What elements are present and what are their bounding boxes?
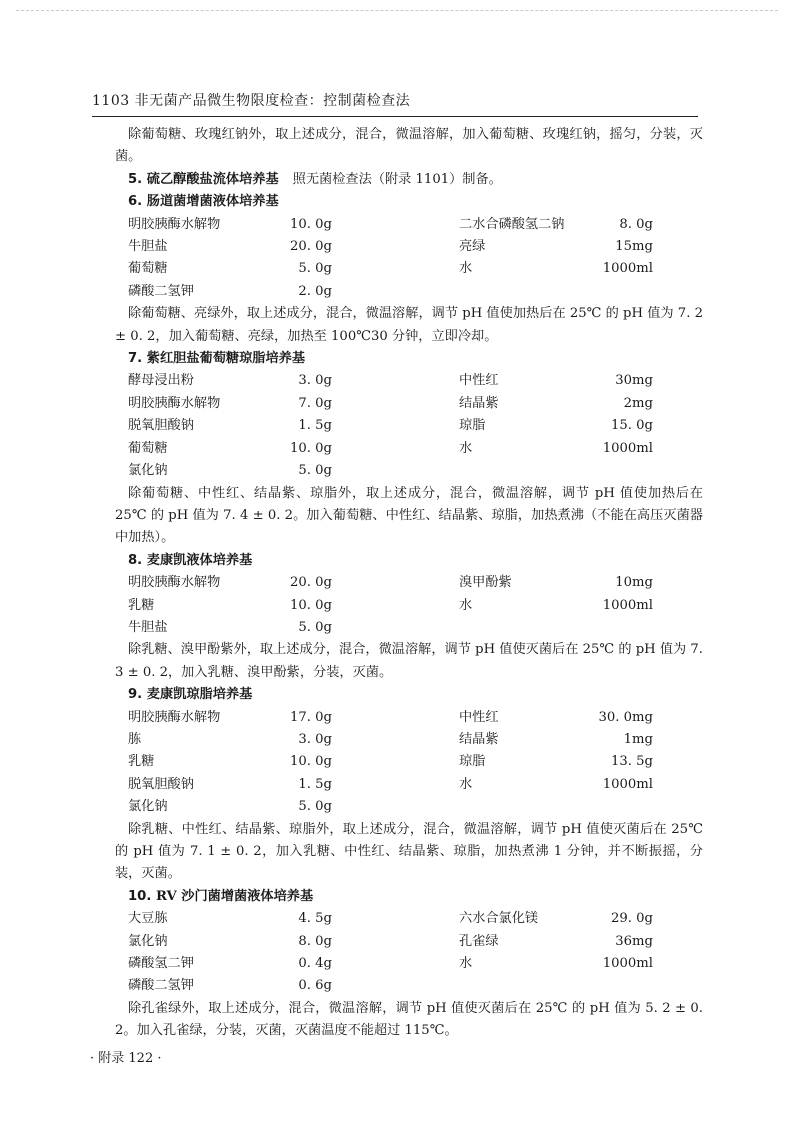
ingredient-amount: 17. 0g [290, 709, 332, 725]
section-heading [115, 886, 703, 908]
running-header: 1103 非无菌产品微生物限度检查：控制菌检查法 [92, 90, 698, 117]
ingredient-name: 六水合氯化镁 [459, 911, 539, 927]
section-note: 照无菌检查法（附录 1101）制备。 [292, 171, 502, 187]
ingredient-name [459, 281, 593, 303]
column-gap [332, 707, 459, 729]
ingredient-name: 葡萄糖 [128, 261, 168, 277]
ingredient-amount: 0. 4g [298, 956, 332, 972]
ingredient-name: 乳糖 [128, 597, 155, 613]
ingredient-name: 脱氧胆酸钠 [128, 776, 194, 792]
column-gap [332, 236, 459, 258]
ingredient-amount: 2mg [623, 395, 653, 411]
ingredient-amount: 1000ml [602, 956, 653, 972]
ingredient-name: 中性红 [459, 373, 499, 389]
section-number: 8. [128, 552, 143, 568]
ingredient-name [459, 460, 593, 482]
ingredient-amount [593, 975, 653, 997]
ingredient-name: 明胶胰酶水解物 [128, 575, 221, 591]
ingredient-name: 水 [459, 440, 473, 456]
ingredient-amount: 5. 0g [298, 619, 332, 635]
ingredient-amount: 13. 5g [611, 754, 653, 770]
ingredient-amount: 10. 0g [290, 216, 332, 232]
ingredient-amount [593, 617, 653, 639]
section-heading [115, 169, 703, 191]
ingredient-name: 磷酸氢二钾 [128, 956, 194, 972]
ingredient-amount: 7. 0g [298, 395, 332, 411]
column-gap [332, 774, 459, 796]
ingredient-table [115, 214, 703, 304]
ingredient-name [459, 975, 593, 997]
ingredient-amount: 1. 5g [298, 776, 332, 792]
ingredient-amount: 15mg [615, 239, 653, 255]
scan-edge-line [16, 10, 778, 11]
ingredient-amount [593, 281, 653, 303]
ingredient-name: 牛胆盐 [128, 239, 168, 255]
ingredient-amount: 30. 0mg [598, 709, 653, 725]
ingredient-table [115, 572, 703, 639]
ingredient-amount: 4. 5g [298, 911, 332, 927]
ingredient-name: 磷酸二氢钾 [128, 283, 194, 299]
ingredient-name: 结晶紫 [459, 395, 499, 411]
ingredient-name: 水 [459, 261, 473, 277]
ingredient-amount: 1000ml [602, 597, 653, 613]
column-gap [332, 953, 459, 975]
section-title: 紫红胆盐葡萄糖琼脂培养基 [146, 351, 306, 367]
ingredient-name: 酵母浸出粉 [128, 373, 194, 389]
column-gap [332, 729, 459, 751]
column-gap [332, 931, 459, 953]
column-gap [332, 595, 459, 617]
ingredient-name: 牛胆盐 [128, 619, 168, 635]
section-number: 7. [128, 351, 143, 367]
ingredient-name: 明胶胰酶水解物 [128, 395, 221, 411]
ingredient-amount: 10mg [615, 575, 653, 591]
ingredient-amount [593, 796, 653, 818]
column-gap [332, 438, 459, 460]
ingredient-name: 琼脂 [459, 418, 486, 434]
ingredient-amount: 20. 0g [290, 575, 332, 591]
ingredient-name: 脱氧胆酸钠 [128, 418, 194, 434]
ingredient-table [115, 370, 703, 482]
ingredient-amount: 2. 0g [298, 283, 332, 299]
ingredient-name: 胨 [128, 731, 142, 747]
column-gap [332, 975, 459, 997]
preparation-method: 除乳糖、中性红、结晶紫、琼脂外，取上述成分，混合，微温溶解，调节 pH 值使灭菌后在 25℃ 的 pH 值为 7. 1 ± 0. 2，加入乳糖、中性红、结晶紫、琼脂，加热煮沸 1 分钟，并不断振摇，分装，灭菌。 [115, 821, 703, 882]
section-title: 麦康凯液体培养基 [146, 552, 253, 568]
ingredient-amount: 8. 0g [619, 216, 653, 232]
preparation-method: 除葡萄糖、亮绿外，取上述成分，混合，微温溶解，调节 pH 值使加热后在 25℃ 的 pH 值为 7. 2 ± 0. 2，加入葡萄糖、亮绿，加热至 100℃30 分钟，立即冷却。 [115, 306, 703, 344]
ingredient-amount: 3. 0g [298, 731, 332, 747]
ingredient-name: 明胶胰酶水解物 [128, 216, 221, 232]
ingredient-amount: 15. 0g [611, 418, 653, 434]
column-gap [332, 415, 459, 437]
intro-paragraph: 除葡萄糖、玫瑰红钠外，取上述成分，混合，微温溶解，加入葡萄糖、玫瑰红钠，摇匀，分装，灭菌。 [115, 127, 703, 165]
ingredient-amount: 29. 0g [611, 911, 653, 927]
ingredient-amount: 1. 5g [298, 418, 332, 434]
column-gap [332, 281, 459, 303]
ingredient-name: 中性红 [459, 709, 499, 725]
ingredient-amount: 1000ml [602, 440, 653, 456]
section-number: 5. [128, 171, 143, 187]
section-title: RV 沙门菌增菌液体培养基 [155, 888, 314, 904]
preparation-method: 除葡萄糖、中性红、结晶紫、琼脂外，取上述成分，混合，微温溶解，调节 pH 值使加热后在 25℃ 的 pH 值为 7. 4 ± 0. 2。加入葡萄糖、中性红、结晶紫、琼脂，加热煮沸（不能在高压灭菌器中加热）。 [115, 485, 703, 546]
ingredient-name: 结晶紫 [459, 731, 499, 747]
ingredient-amount: 5. 0g [298, 799, 332, 815]
ingredient-amount: 3. 0g [298, 373, 332, 389]
ingredient-amount: 5. 0g [298, 463, 332, 479]
column-gap [332, 460, 459, 482]
ingredient-name: 二水合磷酸氢二钠 [459, 216, 565, 232]
ingredient-amount: 10. 0g [290, 597, 332, 613]
ingredient-amount: 10. 0g [290, 754, 332, 770]
column-gap [332, 393, 459, 415]
ingredient-name: 孔雀绿 [459, 933, 499, 949]
ingredient-name: 亮绿 [459, 239, 486, 255]
section-number: 9. [128, 687, 143, 703]
section-number: 10. [128, 888, 152, 904]
section-title: 肠道菌增菌液体培养基 [146, 194, 279, 210]
section-heading [115, 191, 703, 213]
section-heading [115, 550, 703, 572]
ingredient-table [115, 908, 703, 998]
section-title: 麦康凯琼脂培养基 [146, 687, 253, 703]
ingredient-amount: 0. 6g [298, 978, 332, 994]
ingredient-name [459, 796, 593, 818]
ingredient-amount [593, 460, 653, 482]
ingredient-name: 水 [459, 597, 473, 613]
ingredient-amount: 30mg [615, 373, 653, 389]
column-gap [332, 617, 459, 639]
column-gap [332, 258, 459, 280]
ingredient-amount: 1mg [623, 731, 653, 747]
ingredient-name: 氯化钠 [128, 933, 168, 949]
section-heading [115, 684, 703, 706]
ingredient-name: 氯化钠 [128, 463, 168, 479]
section-heading [115, 348, 703, 370]
ingredient-amount: 1000ml [602, 776, 653, 792]
column-gap [332, 796, 459, 818]
ingredient-name: 琼脂 [459, 754, 486, 770]
ingredient-name: 葡萄糖 [128, 440, 168, 456]
column-gap [332, 908, 459, 930]
ingredient-name: 氯化钠 [128, 799, 168, 815]
ingredient-name: 乳糖 [128, 754, 155, 770]
ingredient-name: 大豆胨 [128, 911, 168, 927]
column-gap [332, 370, 459, 392]
ingredient-amount: 20. 0g [290, 239, 332, 255]
ingredient-name: 水 [459, 776, 473, 792]
ingredient-name: 水 [459, 956, 473, 972]
column-gap [332, 751, 459, 773]
column-gap [332, 572, 459, 594]
ingredient-amount: 10. 0g [290, 440, 332, 456]
section-title: 硫乙醇酸盐流体培养基 [146, 171, 279, 187]
ingredient-amount: 8. 0g [298, 933, 332, 949]
ingredient-name [459, 617, 593, 639]
ingredient-table [115, 707, 703, 819]
ingredient-name: 溴甲酚紫 [459, 575, 512, 591]
ingredient-amount: 1000ml [602, 261, 653, 277]
ingredient-amount: 36mg [615, 933, 653, 949]
column-gap [332, 214, 459, 236]
page-content [115, 124, 703, 1043]
ingredient-name: 明胶胰酶水解物 [128, 709, 221, 725]
section-number: 6. [128, 194, 143, 210]
preparation-method: 除孔雀绿外，取上述成分，混合，微温溶解，调节 pH 值使灭菌后在 25℃ 的 pH 值为 5. 2 ± 0. 2。加入孔雀绿，分装，灭菌，灭菌温度不能超过 115℃。 [115, 1000, 703, 1039]
page-number: · 附录 122 · [90, 1051, 162, 1066]
preparation-method: 除乳糖、溴甲酚紫外，取上述成分，混合，微温溶解，调节 pH 值使灭菌后在 25℃ 的 pH 值为 7. 3 ± 0. 2，加入乳糖、溴甲酚紫，分装，灭菌。 [115, 642, 703, 680]
ingredient-amount: 5. 0g [298, 261, 332, 277]
ingredient-name: 磷酸二氢钾 [128, 978, 194, 994]
